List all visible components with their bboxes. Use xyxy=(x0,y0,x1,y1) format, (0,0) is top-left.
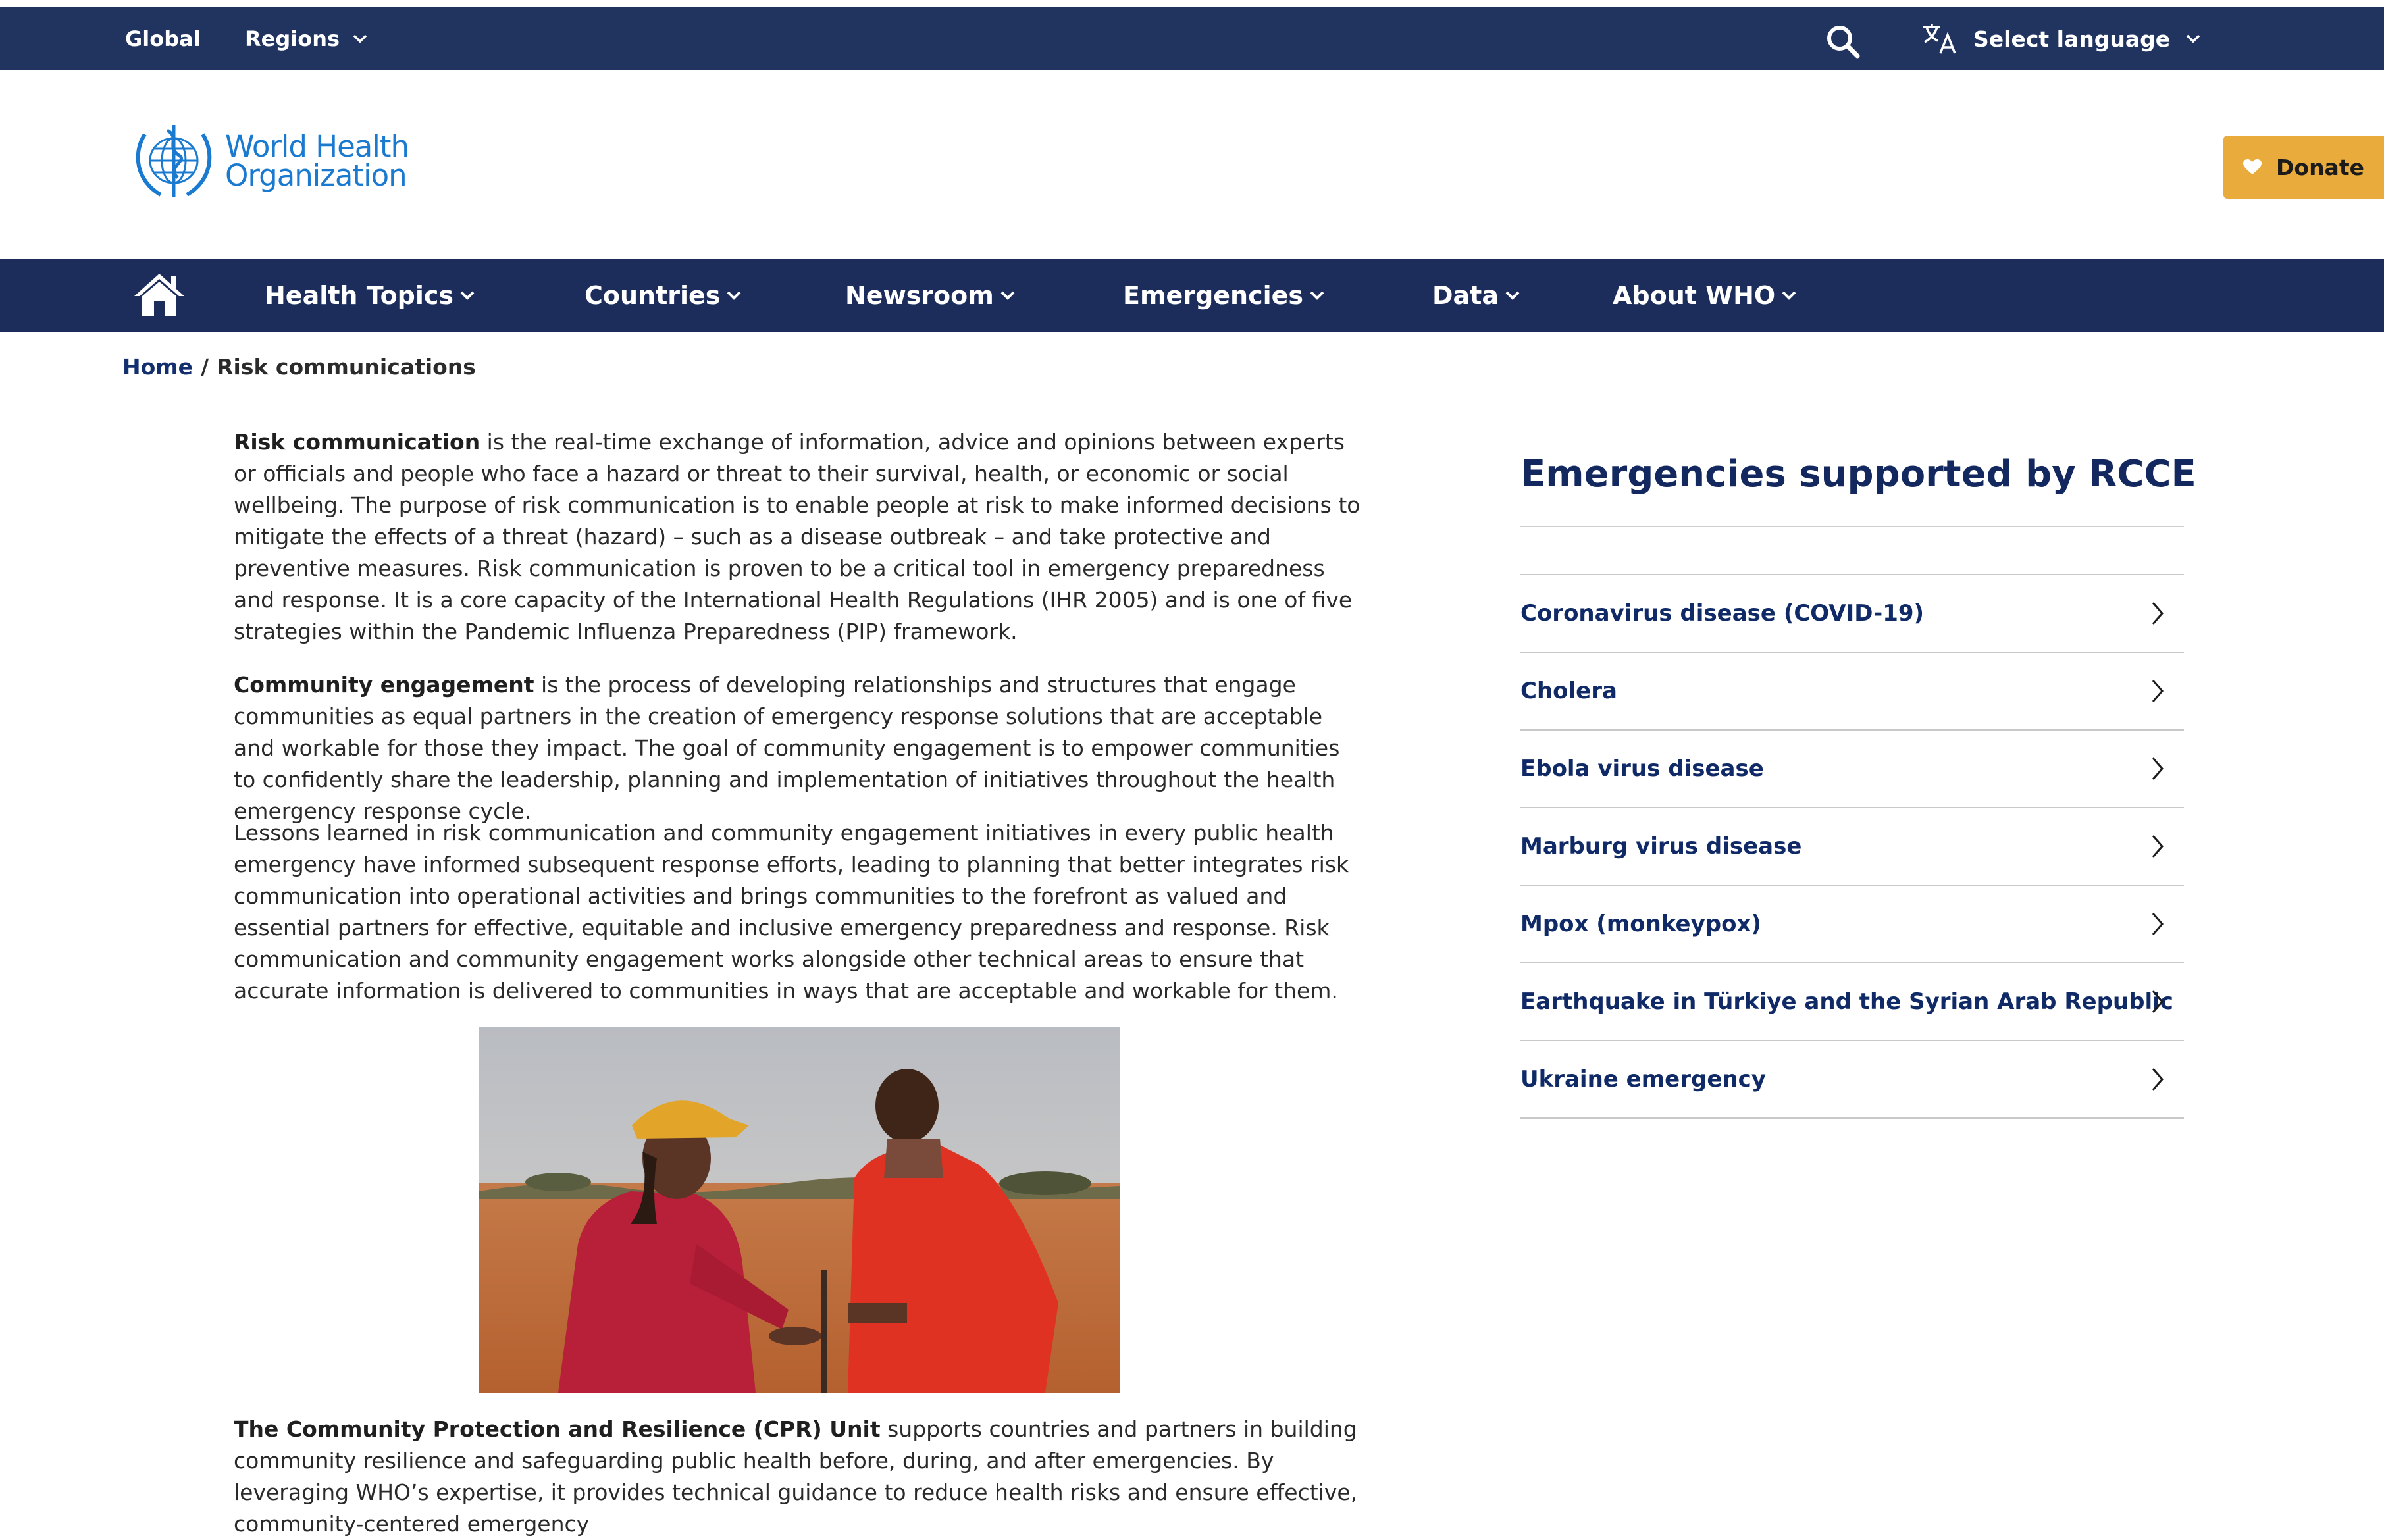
nav-countries[interactable] xyxy=(584,259,741,332)
chevron-down-icon xyxy=(1310,291,1324,300)
paragraph-text: Lessons learned in risk communication and community engagement initiatives in every public health emergency have informed subsequent response efforts, leading to planning that better integrates risk communication into operational activities and brings communities to the forefront as valued and essential partners for effective, equitable and inclusive emergency preparedness and response. Risk communication and community engagement works alongside other technical areas to ensure that accurate information is delivered to communities in ways that are acceptable and workable for them. xyxy=(234,820,1349,1004)
heart-icon xyxy=(2243,159,2262,175)
logo-line-1: World Health xyxy=(225,129,409,164)
global-label: Global xyxy=(125,26,201,51)
emergency-link-label: Mpox (monkeypox) xyxy=(1520,911,1761,937)
chevron-right-icon xyxy=(2151,834,2164,858)
chevron-down-icon xyxy=(2186,34,2200,43)
emergency-link-label: Ukraine emergency xyxy=(1520,1066,1766,1092)
chevron-down-icon xyxy=(1000,291,1015,300)
chevron-down-icon xyxy=(353,34,367,43)
emergency-link-covid19[interactable] xyxy=(1520,574,2184,652)
paragraph-community-engagement xyxy=(234,669,1366,827)
chevron-right-icon xyxy=(2151,1067,2164,1091)
emergency-link-earthquake[interactable] xyxy=(1520,962,2184,1040)
emergency-link-ebola[interactable] xyxy=(1520,729,2184,807)
emergency-link-label: Marburg virus disease xyxy=(1520,833,1802,860)
emergency-link-ukraine[interactable] xyxy=(1520,1040,2184,1119)
paragraph-term: The Community Protection and Resilience (CPR) Unit xyxy=(234,1416,881,1442)
chevron-down-icon xyxy=(1505,291,1520,300)
donate-label: Donate xyxy=(2276,154,2364,180)
top-utility-bar xyxy=(0,7,2384,70)
nav-about-who[interactable] xyxy=(1613,259,1796,332)
chevron-right-icon xyxy=(2151,912,2164,936)
paragraph-text: is the real-time exchange of information, advice and opinions between experts or officials and people who face a hazard or threat to their survival, health, or economic or social wellbeing. The purpose of risk communication is to enable people at risk to make informed decisions to mitigate the effects of a threat (hazard) – such as a disease outbreak – and take protective and preventive measures. Risk communication is proven to be a critical tool in emergency preparedness and response. It is a core capacity of the International Health Regulations (IHR 2005) and is one of five strategies within the Pandemic Influenza Preparedness (PIP) framework. xyxy=(234,429,1360,644)
who-logo[interactable] xyxy=(128,121,409,201)
chevron-right-icon xyxy=(2151,757,2164,781)
chevron-down-icon xyxy=(1782,291,1796,300)
nav-health-topics[interactable] xyxy=(265,259,475,332)
nav-label: Health Topics xyxy=(265,281,454,310)
paragraph-cpr-unit xyxy=(234,1414,1372,1540)
community-health-photo xyxy=(479,1027,1120,1393)
breadcrumb-home-link[interactable]: Home xyxy=(122,354,194,380)
nav-label: About WHO xyxy=(1613,281,1776,310)
global-link[interactable] xyxy=(125,7,201,70)
main-navigation xyxy=(0,259,2384,332)
emergency-link-label: Cholera xyxy=(1520,678,1617,704)
nav-data[interactable] xyxy=(1432,259,1520,332)
logo-wordmark xyxy=(225,129,409,193)
chevron-right-icon xyxy=(2151,990,2164,1014)
paragraph-lessons-learned xyxy=(234,817,1366,1007)
breadcrumb-separator: / xyxy=(201,354,209,380)
sidebar-title: Emergencies supported by RCCE xyxy=(1520,453,2196,496)
nav-label: Emergencies xyxy=(1123,281,1304,310)
chevron-right-icon xyxy=(2151,602,2164,625)
language-selector[interactable] xyxy=(1921,7,2200,70)
nav-newsroom[interactable] xyxy=(845,259,1015,332)
paragraph-text: supports countries and partners in building community resilience and safeguarding public health before, during, and after emergencies. By leveraging WHO’s expertise, it provides technical guidance to reduce health risks and ensure effective, community-centered emergency xyxy=(234,1416,1358,1537)
translate-icon xyxy=(1921,22,1957,56)
donate-button[interactable] xyxy=(2223,136,2384,199)
who-emblem-icon xyxy=(128,121,220,201)
breadcrumb-current: Risk communications xyxy=(217,354,476,380)
emergency-link-label: Coronavirus disease (COVID-19) xyxy=(1520,600,1925,627)
nav-emergencies[interactable] xyxy=(1123,259,1324,332)
search-icon[interactable] xyxy=(1823,22,1863,61)
logo-line-2: Organization xyxy=(225,158,407,193)
emergencies-list xyxy=(1520,574,2184,1119)
breadcrumb xyxy=(122,354,476,380)
regions-label: Regions xyxy=(245,26,340,51)
emergency-link-label: Earthquake in Türkiye and the Syrian Arab Republic xyxy=(1520,988,2173,1015)
photo-illustration xyxy=(479,1027,1120,1393)
nav-label: Countries xyxy=(584,281,721,310)
language-label: Select language xyxy=(1973,26,2171,52)
nav-label: Data xyxy=(1432,281,1499,310)
chevron-down-icon xyxy=(727,291,741,300)
emergency-link-cholera[interactable] xyxy=(1520,652,2184,729)
emergency-link-mpox[interactable] xyxy=(1520,885,2184,962)
nav-label: Newsroom xyxy=(845,281,994,310)
paragraph-term: Community engagement xyxy=(234,672,534,698)
home-icon[interactable] xyxy=(133,272,186,317)
emergency-link-marburg[interactable] xyxy=(1520,807,2184,885)
paragraph-risk-communication xyxy=(234,426,1366,648)
regions-dropdown[interactable] xyxy=(245,7,367,70)
chevron-down-icon xyxy=(460,291,475,300)
emergency-link-label: Ebola virus disease xyxy=(1520,756,1764,782)
sidebar-divider xyxy=(1520,526,2184,527)
paragraph-text: is the process of developing relationships and structures that engage communities as equal partners in the creation of emergency response solutions that are acceptable and workable for those they impact. The goal of community engagement is to empower communities to confidently share the leadership, planning and implementation of initiatives throughout the health emergency response cycle. xyxy=(234,672,1340,824)
paragraph-term: Risk communication xyxy=(234,429,480,455)
chevron-right-icon xyxy=(2151,679,2164,703)
